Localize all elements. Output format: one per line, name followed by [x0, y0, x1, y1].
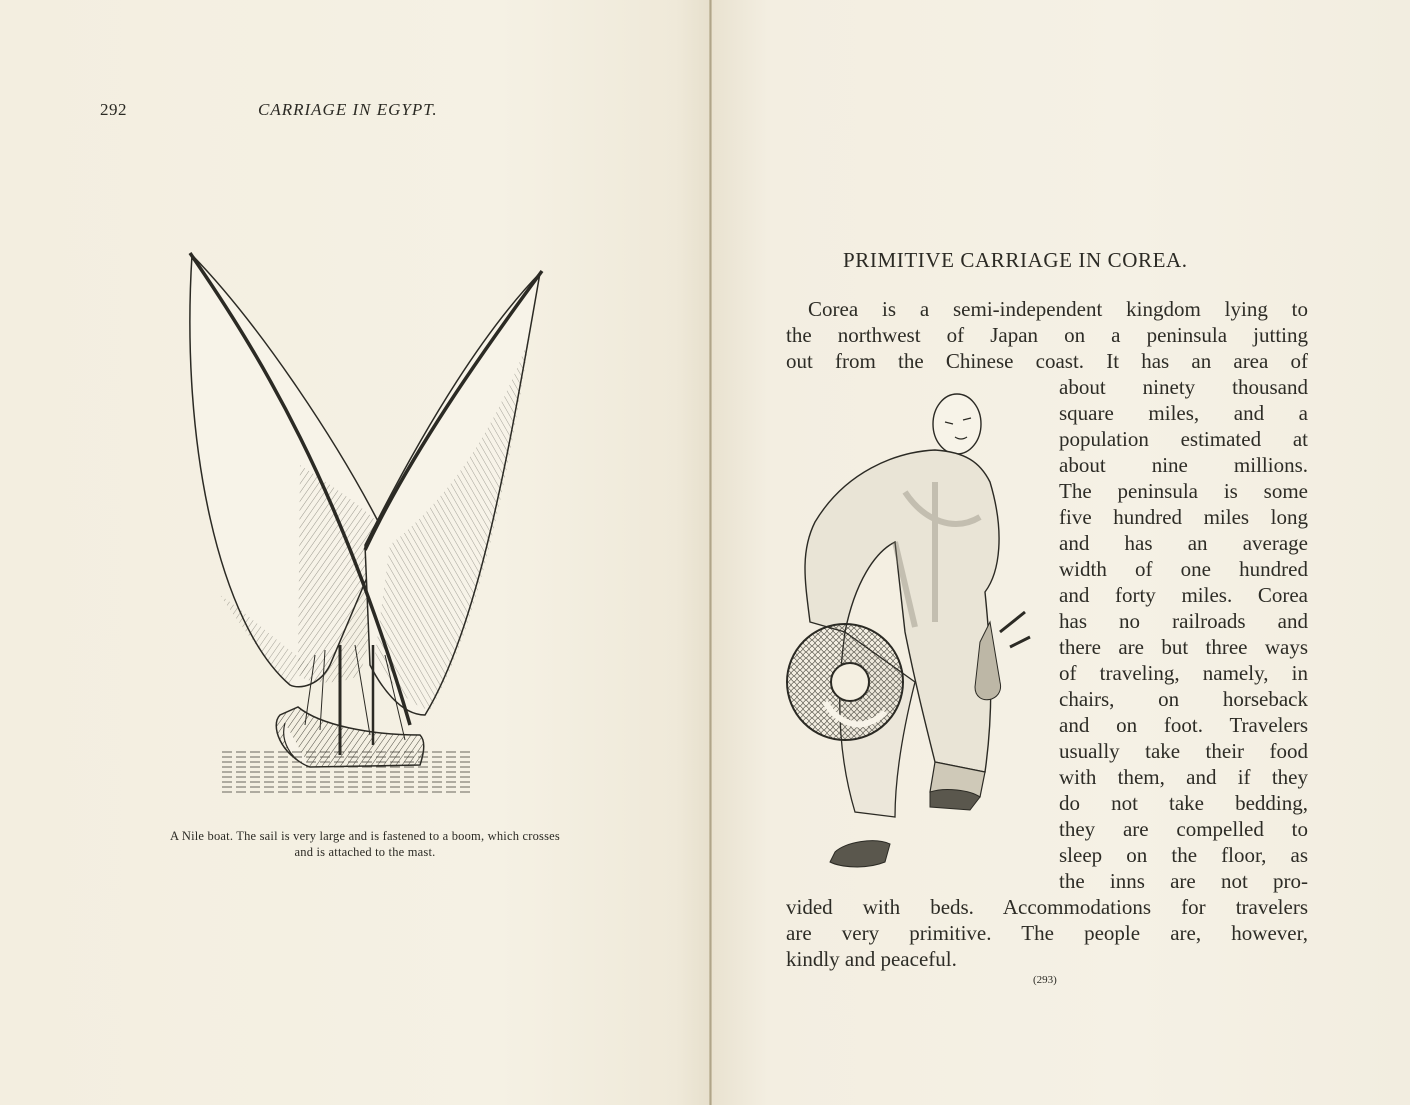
text-line: are very primitive. The people are, however, [786, 921, 1308, 945]
text-line: sleep on the floor, as [1059, 843, 1308, 867]
running-head-title: CARRIAGE IN EGYPT. [258, 100, 438, 119]
text-line: population estimated at [1059, 427, 1308, 451]
text-line: the inns are not pro- [1059, 869, 1308, 893]
text-line: usually take their food [1059, 739, 1308, 763]
text-line: about ninety thousand [1059, 375, 1308, 399]
caption-line: and is attached to the mast. [294, 845, 436, 859]
text-line: out from the Chinese coast. It has an area of [786, 349, 1308, 373]
text-line: with them, and if they [1059, 765, 1308, 789]
text-line: width of one hundred [1059, 557, 1308, 581]
text-line: Corea is a semi-independent kingdom lying to [808, 297, 1308, 321]
text-line: about nine millions. [1059, 453, 1308, 477]
text-line: square miles, and a [1059, 401, 1308, 425]
text-line: has no railroads and [1059, 609, 1308, 633]
text-line: chairs, on horseback [1059, 687, 1308, 711]
running-head [100, 100, 480, 124]
text-line: and forty miles. Corea [1059, 583, 1308, 607]
text-line: and has an average [1059, 531, 1308, 555]
page-number-right: (293) [1033, 974, 1057, 986]
corean-traveler-illustration [785, 382, 1055, 882]
text-line: they are compelled to [1059, 817, 1308, 841]
book-gutter [709, 0, 712, 1105]
nile-boat-illustration [180, 245, 560, 805]
text-line: of traveling, namely, in [1059, 661, 1308, 685]
text-line: the northwest of Japan on a peninsula jutting [786, 323, 1308, 347]
text-line: The peninsula is some [1059, 479, 1308, 503]
text-line: five hundred miles long [1059, 505, 1308, 529]
text-line: kindly and peaceful. [786, 947, 957, 971]
text-line: and on foot. Travelers [1059, 713, 1308, 737]
body-paragraph-bottom [786, 894, 1308, 972]
text-line: vided with beds. Accommodations for travelers [786, 895, 1308, 919]
text-line: there are but three ways [1059, 635, 1308, 659]
figure-caption [95, 828, 635, 860]
body-paragraph-top [786, 296, 1308, 374]
chapter-title: PRIMITIVE CARRIAGE IN COREA. [843, 248, 1188, 272]
body-paragraph-wrapped [1059, 374, 1308, 894]
caption-line: A Nile boat. The sail is very large and is fastened to a boom, which crosses [170, 829, 560, 843]
text-line: do not take bedding, [1059, 791, 1308, 815]
page-number-left: 292 [100, 100, 127, 119]
